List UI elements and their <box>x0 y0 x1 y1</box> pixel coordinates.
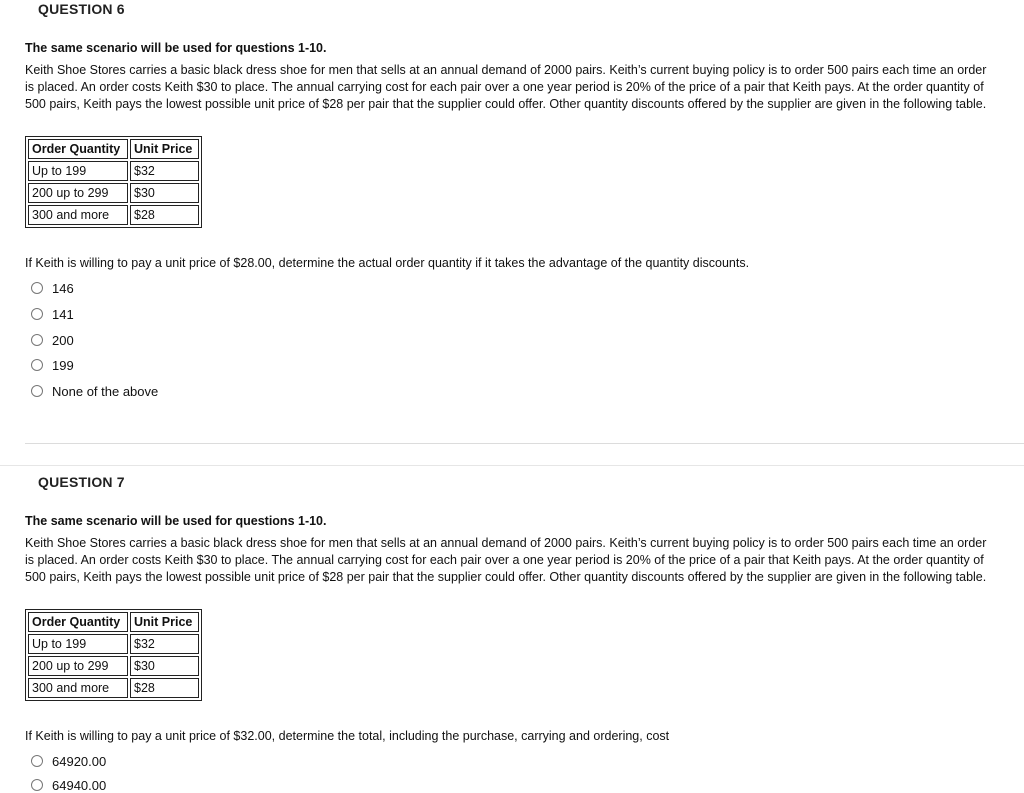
table-row <box>28 634 199 654</box>
radio-button[interactable] <box>31 334 43 346</box>
option-label: 199 <box>52 357 74 373</box>
q6-option-4[interactable] <box>31 357 74 373</box>
q6-option-5[interactable] <box>31 383 158 399</box>
radio-button[interactable] <box>31 359 43 371</box>
table-header-row <box>28 612 199 632</box>
table-cell: $32 <box>130 634 199 654</box>
table-cell: 200 up to 299 <box>28 656 128 676</box>
table-row <box>28 656 199 676</box>
table-cell: $30 <box>130 656 199 676</box>
option-label: 64920.00 <box>52 753 107 769</box>
table-row <box>28 161 199 181</box>
option-label: 141 <box>52 306 74 322</box>
q6-option-1[interactable] <box>31 280 74 296</box>
table-cell: $32 <box>130 161 199 181</box>
question-6-title: QUESTION 6 <box>38 1 125 17</box>
q7-option-2[interactable] <box>31 777 106 793</box>
question-divider <box>25 443 1024 444</box>
table-cell: 300 and more <box>28 678 128 698</box>
q6-scenario-title: The same scenario will be used for questions 1-10. <box>25 41 327 55</box>
table-cell: 300 and more <box>28 205 128 225</box>
table-row <box>28 183 199 203</box>
q6-prompt: If Keith is willing to pay a unit price of $28.00, determine the actual order quantity if it takes the advantage of the quantity discounts. <box>25 256 750 270</box>
q7-discount-table <box>25 609 202 701</box>
option-label: 64940.00 <box>52 777 107 793</box>
table-cell: 200 up to 299 <box>28 183 128 203</box>
q6-option-2[interactable] <box>31 306 74 322</box>
radio-button[interactable] <box>31 779 43 791</box>
radio-button[interactable] <box>31 385 43 397</box>
table-row <box>28 678 199 698</box>
table-cell: $28 <box>130 678 199 698</box>
table-header: Order Quantity <box>28 139 128 159</box>
table-header-row <box>28 139 199 159</box>
table-header: Order Quantity <box>28 612 128 632</box>
table-cell: $28 <box>130 205 199 225</box>
table-header: Unit Price <box>130 612 199 632</box>
radio-button[interactable] <box>31 282 43 294</box>
table-cell: Up to 199 <box>28 161 128 181</box>
table-cell: $30 <box>130 183 199 203</box>
option-label: 200 <box>52 332 74 348</box>
q6-discount-table <box>25 136 202 228</box>
table-cell: Up to 199 <box>28 634 128 654</box>
question-7-title: QUESTION 7 <box>38 474 125 490</box>
table-header: Unit Price <box>130 139 199 159</box>
q7-scenario-text: Keith Shoe Stores carries a basic black dress shoe for men that sells at an annual demand of 2000 pairs. Keith’s current buying policy is to order 500 pairs each time an order is placed. An order costs Keith $30 to place. The annual carrying cost for each pair over a one year period is 20% of the price of a pair that Keith pays. At the order quantity of 500 pairs, Keith pays the lowest possible unit price of $28 per pair that the supplier could offer. Other quantity discounts offered by the supplier are given in the following table. <box>25 536 987 584</box>
radio-button[interactable] <box>31 308 43 320</box>
q7-prompt: If Keith is willing to pay a unit price of $32.00, determine the total, including the purchase, carrying and ordering, cost <box>25 729 670 743</box>
q6-option-3[interactable] <box>31 332 74 348</box>
option-label: None of the above <box>52 383 159 399</box>
option-label: 146 <box>52 280 74 296</box>
table-row <box>28 205 199 225</box>
question-separator <box>0 465 1024 466</box>
q6-scenario-text: Keith Shoe Stores carries a basic black dress shoe for men that sells at an annual demand of 2000 pairs. Keith’s current buying policy is to order 500 pairs each time an order is placed. An order costs Keith $30 to place. The annual carrying cost for each pair over a one year period is 20% of the price of a pair that Keith pays. At the order quantity of 500 pairs, Keith pays the lowest possible unit price of $28 per pair that the supplier could offer. Other quantity discounts offered by the supplier are given in the following table. <box>25 63 987 111</box>
q7-scenario-title: The same scenario will be used for questions 1-10. <box>25 514 327 528</box>
q7-option-1[interactable] <box>31 753 106 769</box>
radio-button[interactable] <box>31 755 43 767</box>
